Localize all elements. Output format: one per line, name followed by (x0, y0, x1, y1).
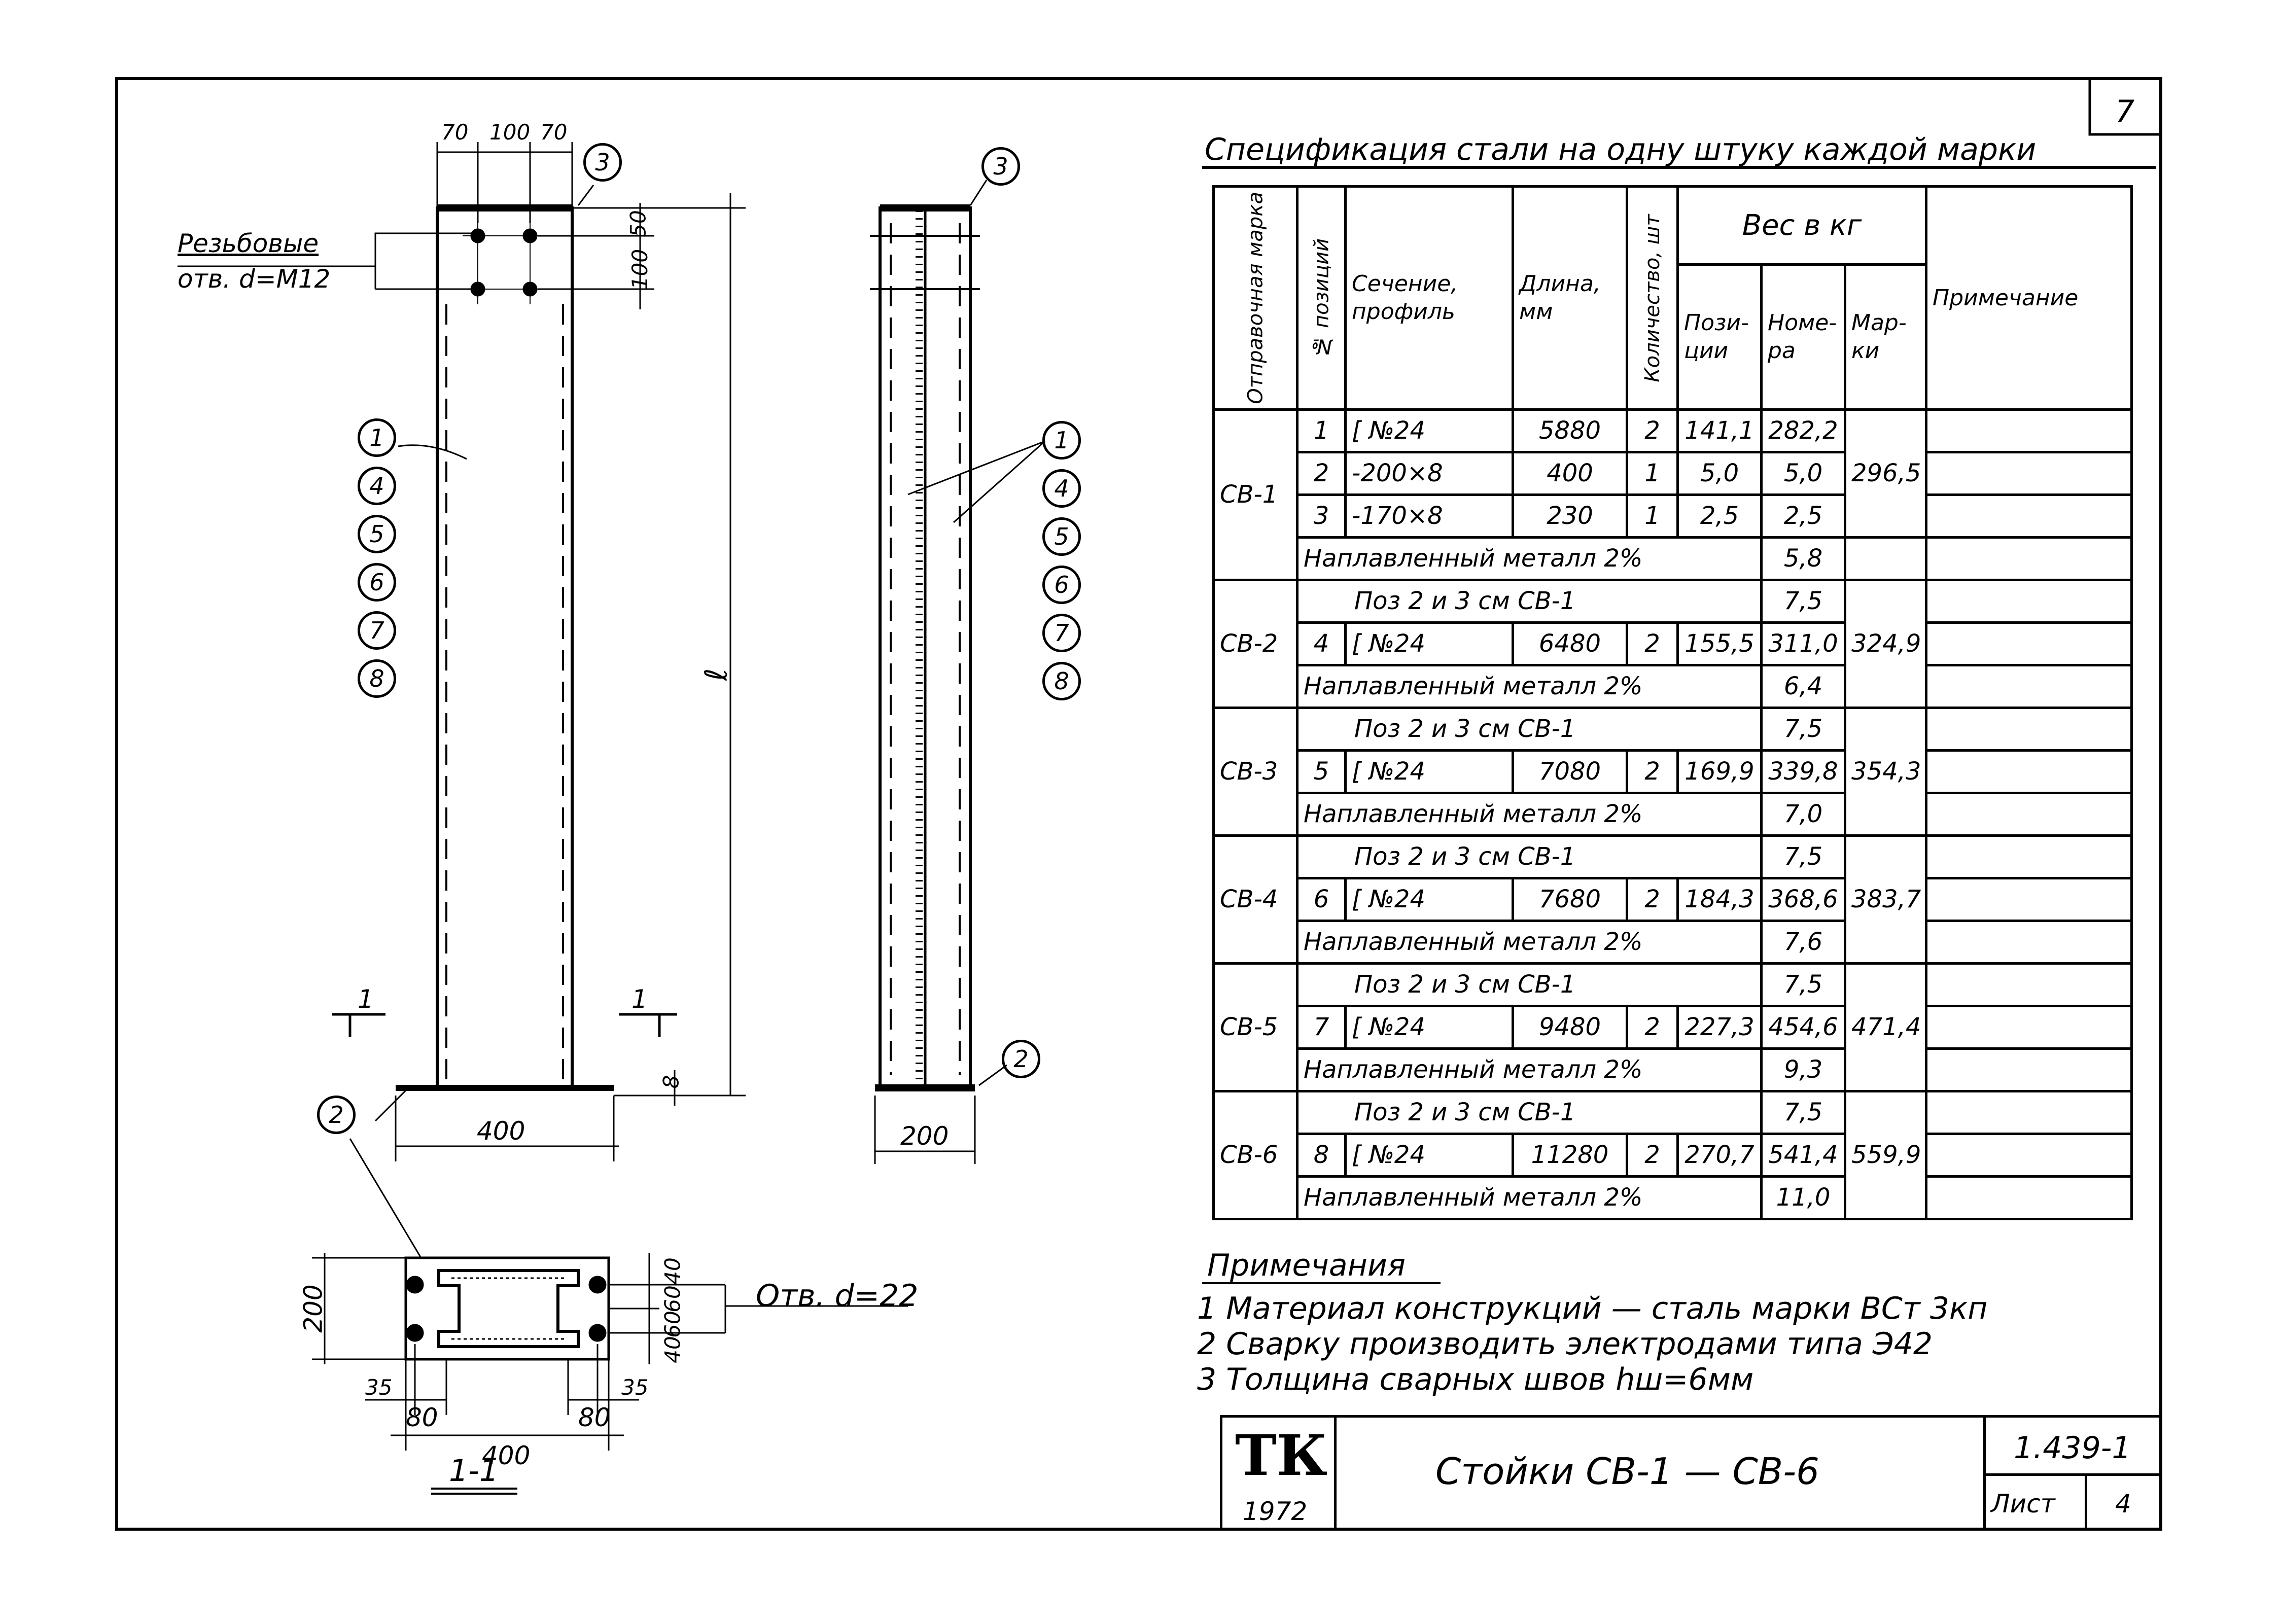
section-mark-right-label: 1 (631, 984, 648, 1014)
callout-2-front: 2 (317, 1096, 356, 1134)
section-cell: [ №24 (1346, 878, 1513, 921)
note-cell (1926, 1176, 2132, 1219)
title-block (1220, 1415, 2161, 1529)
section-cell: [ №24 (1346, 750, 1513, 793)
spec-table (1212, 185, 2133, 1220)
ref-weight-cell: 7,5 (1762, 963, 1845, 1006)
hdr-w-total: Номе-ра (1762, 264, 1845, 409)
sheet-number: 4 (2115, 1489, 2131, 1519)
pos-cell: 4 (1297, 622, 1346, 665)
base-thickness-label: 8 (658, 1075, 684, 1089)
weld-label-cell: Наплавленный металл 2% (1297, 1048, 1762, 1091)
note-cell (1926, 622, 2132, 665)
notes-heading: Примечания (1207, 1248, 1406, 1283)
w-pos-cell: 169,9 (1678, 750, 1762, 793)
section-stack-2: 60 (660, 1285, 685, 1313)
qty-cell: 1 (1627, 495, 1678, 537)
weld-weight-cell: 11,0 (1762, 1176, 1845, 1219)
weld-weight-cell: 5,8 (1762, 537, 1845, 580)
qty-cell: 2 (1627, 878, 1678, 921)
w-pos-cell: 270,7 (1678, 1134, 1762, 1176)
mark-weight-cell: 383,7 (1845, 835, 1926, 963)
pos-cell: 6 (1297, 878, 1346, 921)
weld-weight-cell: 7,6 (1762, 921, 1845, 963)
weld-weight-cell: 7,0 (1762, 793, 1845, 835)
w-total-cell: 339,8 (1762, 750, 1845, 793)
note-cell (1926, 495, 2132, 537)
section-cell: -200×8 (1346, 452, 1513, 495)
weld-weight-cell: 6,4 (1762, 665, 1845, 708)
section-hole (406, 1276, 424, 1293)
callout-2-side: 2 (1002, 1040, 1040, 1078)
leader-2-section (350, 1139, 421, 1258)
pos-cell: 2 (1297, 452, 1346, 495)
mark-cell: СВ-4 (1214, 835, 1297, 963)
holes-diameter-label: отв. d=M12 (178, 264, 331, 294)
qty-cell: 1 (1627, 452, 1678, 495)
hdr-qty: Количество, шт (1627, 187, 1678, 410)
mark-weight-cell: 354,3 (1845, 708, 1926, 835)
w-total-cell: 282,2 (1762, 409, 1845, 452)
side-width-label: 200 (900, 1121, 949, 1151)
callout-side-8: 8 (1042, 662, 1081, 700)
mark-weight-cell: 324,9 (1845, 580, 1926, 708)
ref-weight-cell: 7,5 (1762, 580, 1845, 622)
w-pos-cell: 227,3 (1678, 1006, 1762, 1048)
section-cell: [ №24 (1346, 1006, 1513, 1048)
qty-cell: 2 (1627, 750, 1678, 793)
hdr-w-mark: Мар-ки (1845, 264, 1926, 409)
w-pos-cell: 5,0 (1678, 452, 1762, 495)
section-stack-1: 40 (660, 1257, 685, 1285)
ref-label-cell: Поз 2 и 3 см СВ-1 (1297, 1091, 1762, 1134)
series-number: 1.439-1 (2014, 1430, 2131, 1466)
section-left-offset: 35 (365, 1375, 393, 1400)
hdr-mark: Отправочная марка (1214, 187, 1297, 410)
section-right-offset: 35 (621, 1375, 649, 1400)
section-title: 1-1 (449, 1453, 499, 1489)
length-cell: 11280 (1513, 1134, 1627, 1176)
tk-logo: ТК (1235, 1423, 1327, 1488)
length-cell: 9480 (1513, 1006, 1627, 1048)
ref-weight-cell: 7,5 (1762, 835, 1845, 878)
note-cell (1926, 1048, 2132, 1091)
pos-cell: 5 (1297, 750, 1346, 793)
section-cell: [ №24 (1346, 622, 1513, 665)
length-cell: 230 (1513, 495, 1627, 537)
note-cell (1926, 835, 2132, 878)
section-height-label: 200 (298, 1284, 328, 1333)
leader-3-front (578, 185, 593, 205)
length-cell: 7680 (1513, 878, 1627, 921)
hdr-pos: № позиций (1297, 187, 1346, 410)
weld-label-cell: Наплавленный металл 2% (1297, 793, 1762, 835)
section-hole (406, 1324, 424, 1341)
leader-2-front (375, 1090, 406, 1121)
w-pos-cell: 184,3 (1678, 878, 1762, 921)
ref-label-cell: Поз 2 и 3 см СВ-1 (1297, 580, 1762, 622)
callout-front-1: 1 (358, 418, 396, 457)
note-cell (1926, 580, 2132, 622)
section-cell: [ №24 (1346, 1134, 1513, 1176)
section-width-label: 400 (482, 1441, 531, 1470)
note-cell (1926, 708, 2132, 750)
pos-cell: 7 (1297, 1006, 1346, 1048)
length-cell: 5880 (1513, 409, 1627, 452)
ref-weight-cell: 7,5 (1762, 708, 1845, 750)
front-view (178, 142, 746, 1258)
callout-side-7: 7 (1042, 614, 1081, 652)
weld-label-cell: Наплавленный металл 2% (1297, 921, 1762, 963)
note-cell (1926, 963, 2132, 1006)
length-label: ℓ (698, 668, 734, 681)
dim-right-50: 50 (625, 210, 651, 237)
weld-weight-cell: 9,3 (1762, 1048, 1845, 1091)
section-hole-label: Отв. d=22 (756, 1278, 919, 1314)
section-right-80: 80 (578, 1403, 611, 1432)
section-mark-left-label: 1 (358, 984, 374, 1014)
callout-front-8: 8 (358, 659, 396, 698)
section-hole (589, 1276, 606, 1293)
note-item-3: 3 Толщина сварных швов hш=6мм (1197, 1362, 1754, 1397)
note-cell (1926, 537, 2132, 580)
length-cell: 6480 (1513, 622, 1627, 665)
weld-label-cell: Наплавленный металл 2% (1297, 537, 1762, 580)
callout-front-5: 5 (358, 515, 396, 553)
length-cell: 7080 (1513, 750, 1627, 793)
callout-front-4: 4 (358, 467, 396, 505)
qty-cell: 2 (1627, 1134, 1678, 1176)
section-cell: -170×8 (1346, 495, 1513, 537)
section-cell: [ №24 (1346, 409, 1513, 452)
section-channels (439, 1270, 578, 1347)
hdr-section: Сечение, профиль (1346, 187, 1513, 410)
base-width-label: 400 (477, 1116, 525, 1146)
dim-top-3: 70 (540, 120, 568, 145)
w-total-cell: 541,4 (1762, 1134, 1845, 1176)
qty-cell: 2 (1627, 1006, 1678, 1048)
callout-side-6: 6 (1042, 566, 1081, 604)
mark-cell: СВ-2 (1214, 580, 1297, 708)
w-total-cell: 5,0 (1762, 452, 1845, 495)
ref-label-cell: Поз 2 и 3 см СВ-1 (1297, 963, 1762, 1006)
mark-cell: СВ-6 (1214, 1091, 1297, 1219)
callout-front-6: 6 (358, 563, 396, 602)
pos-cell: 1 (1297, 409, 1346, 452)
note-cell (1926, 665, 2132, 708)
note-cell (1926, 1134, 2132, 1176)
callout-3-side: 3 (981, 147, 1020, 186)
callout-side-5: 5 (1042, 517, 1081, 556)
section-hole (589, 1324, 606, 1341)
note-cell (1926, 1091, 2132, 1134)
w-pos-cell: 155,5 (1678, 622, 1762, 665)
qty-cell: 2 (1627, 622, 1678, 665)
mark-weight-cell: 296,5 (1845, 409, 1926, 537)
length-cell: 400 (1513, 452, 1627, 495)
callout-side-1: 1 (1042, 421, 1081, 460)
ref-label-cell: Поз 2 и 3 см СВ-1 (1297, 835, 1762, 878)
front-column-outline (437, 208, 572, 1088)
mark-cell: СВ-5 (1214, 963, 1297, 1091)
note-cell (1926, 878, 2132, 921)
w-pos-cell: 141,1 (1678, 409, 1762, 452)
callout-side-4: 4 (1042, 469, 1081, 508)
callout-front-7: 7 (358, 611, 396, 650)
dim-right-100: 100 (627, 249, 653, 290)
title-year: 1972 (1243, 1497, 1308, 1526)
ref-weight-cell: 7,5 (1762, 1091, 1845, 1134)
w-total-cell: 311,0 (1762, 622, 1845, 665)
hdr-length: Длина, мм (1513, 187, 1627, 410)
hdr-note: Примечание (1926, 187, 2132, 410)
mark-cell: СВ-3 (1214, 708, 1297, 835)
dim-top-1: 70 (441, 120, 469, 145)
note-cell (1926, 793, 2132, 835)
holes-label: Резьбовые (178, 229, 319, 258)
weld-label-cell: Наплавленный металл 2% (1297, 1176, 1762, 1219)
qty-cell: 2 (1627, 409, 1678, 452)
note-cell (1926, 409, 2132, 452)
leader-1-front (398, 445, 467, 459)
side-view (870, 180, 1045, 1164)
ref-label-cell: Поз 2 и 3 см СВ-1 (1297, 708, 1762, 750)
note-cell (1926, 921, 2132, 963)
mark-cell: СВ-1 (1214, 409, 1297, 580)
mark-weight-cell: 471,4 (1845, 963, 1926, 1091)
hdr-weight: Вес в кг (1678, 187, 1926, 265)
note-cell (1926, 1006, 2132, 1048)
spec-heading: Спецификация стали на одну штуку каждой марки (1205, 132, 2037, 167)
drawing-title: Стойки СВ-1 — СВ-6 (1435, 1450, 1819, 1493)
note-cell (1926, 452, 2132, 495)
note-item-1: 1 Материал конструкций — сталь марки ВСт 3кп (1197, 1291, 1988, 1326)
page-number: 7 (2115, 94, 2135, 129)
callout-3-front: 3 (583, 143, 622, 182)
section-stack-3: 60 (660, 1311, 685, 1338)
pos-cell: 3 (1297, 495, 1346, 537)
sheet-label: Лист (1991, 1489, 2055, 1519)
section-left-80: 80 (406, 1403, 438, 1432)
w-total-cell: 368,6 (1762, 878, 1845, 921)
dim-top-2: 100 (489, 120, 531, 145)
mark-weight-cell: 559,9 (1845, 1091, 1926, 1219)
pos-cell: 8 (1297, 1134, 1346, 1176)
section-stack-4: 40 (660, 1336, 685, 1363)
hdr-w-pos: Пози-ции (1678, 264, 1762, 409)
w-total-cell: 454,6 (1762, 1006, 1845, 1048)
w-total-cell: 2,5 (1762, 495, 1845, 537)
weld-label-cell: Наплавленный металл 2% (1297, 665, 1762, 708)
w-pos-cell: 2,5 (1678, 495, 1762, 537)
note-item-2: 2 Сварку производить электродами типа Э42 (1197, 1326, 1933, 1362)
note-cell (1926, 750, 2132, 793)
